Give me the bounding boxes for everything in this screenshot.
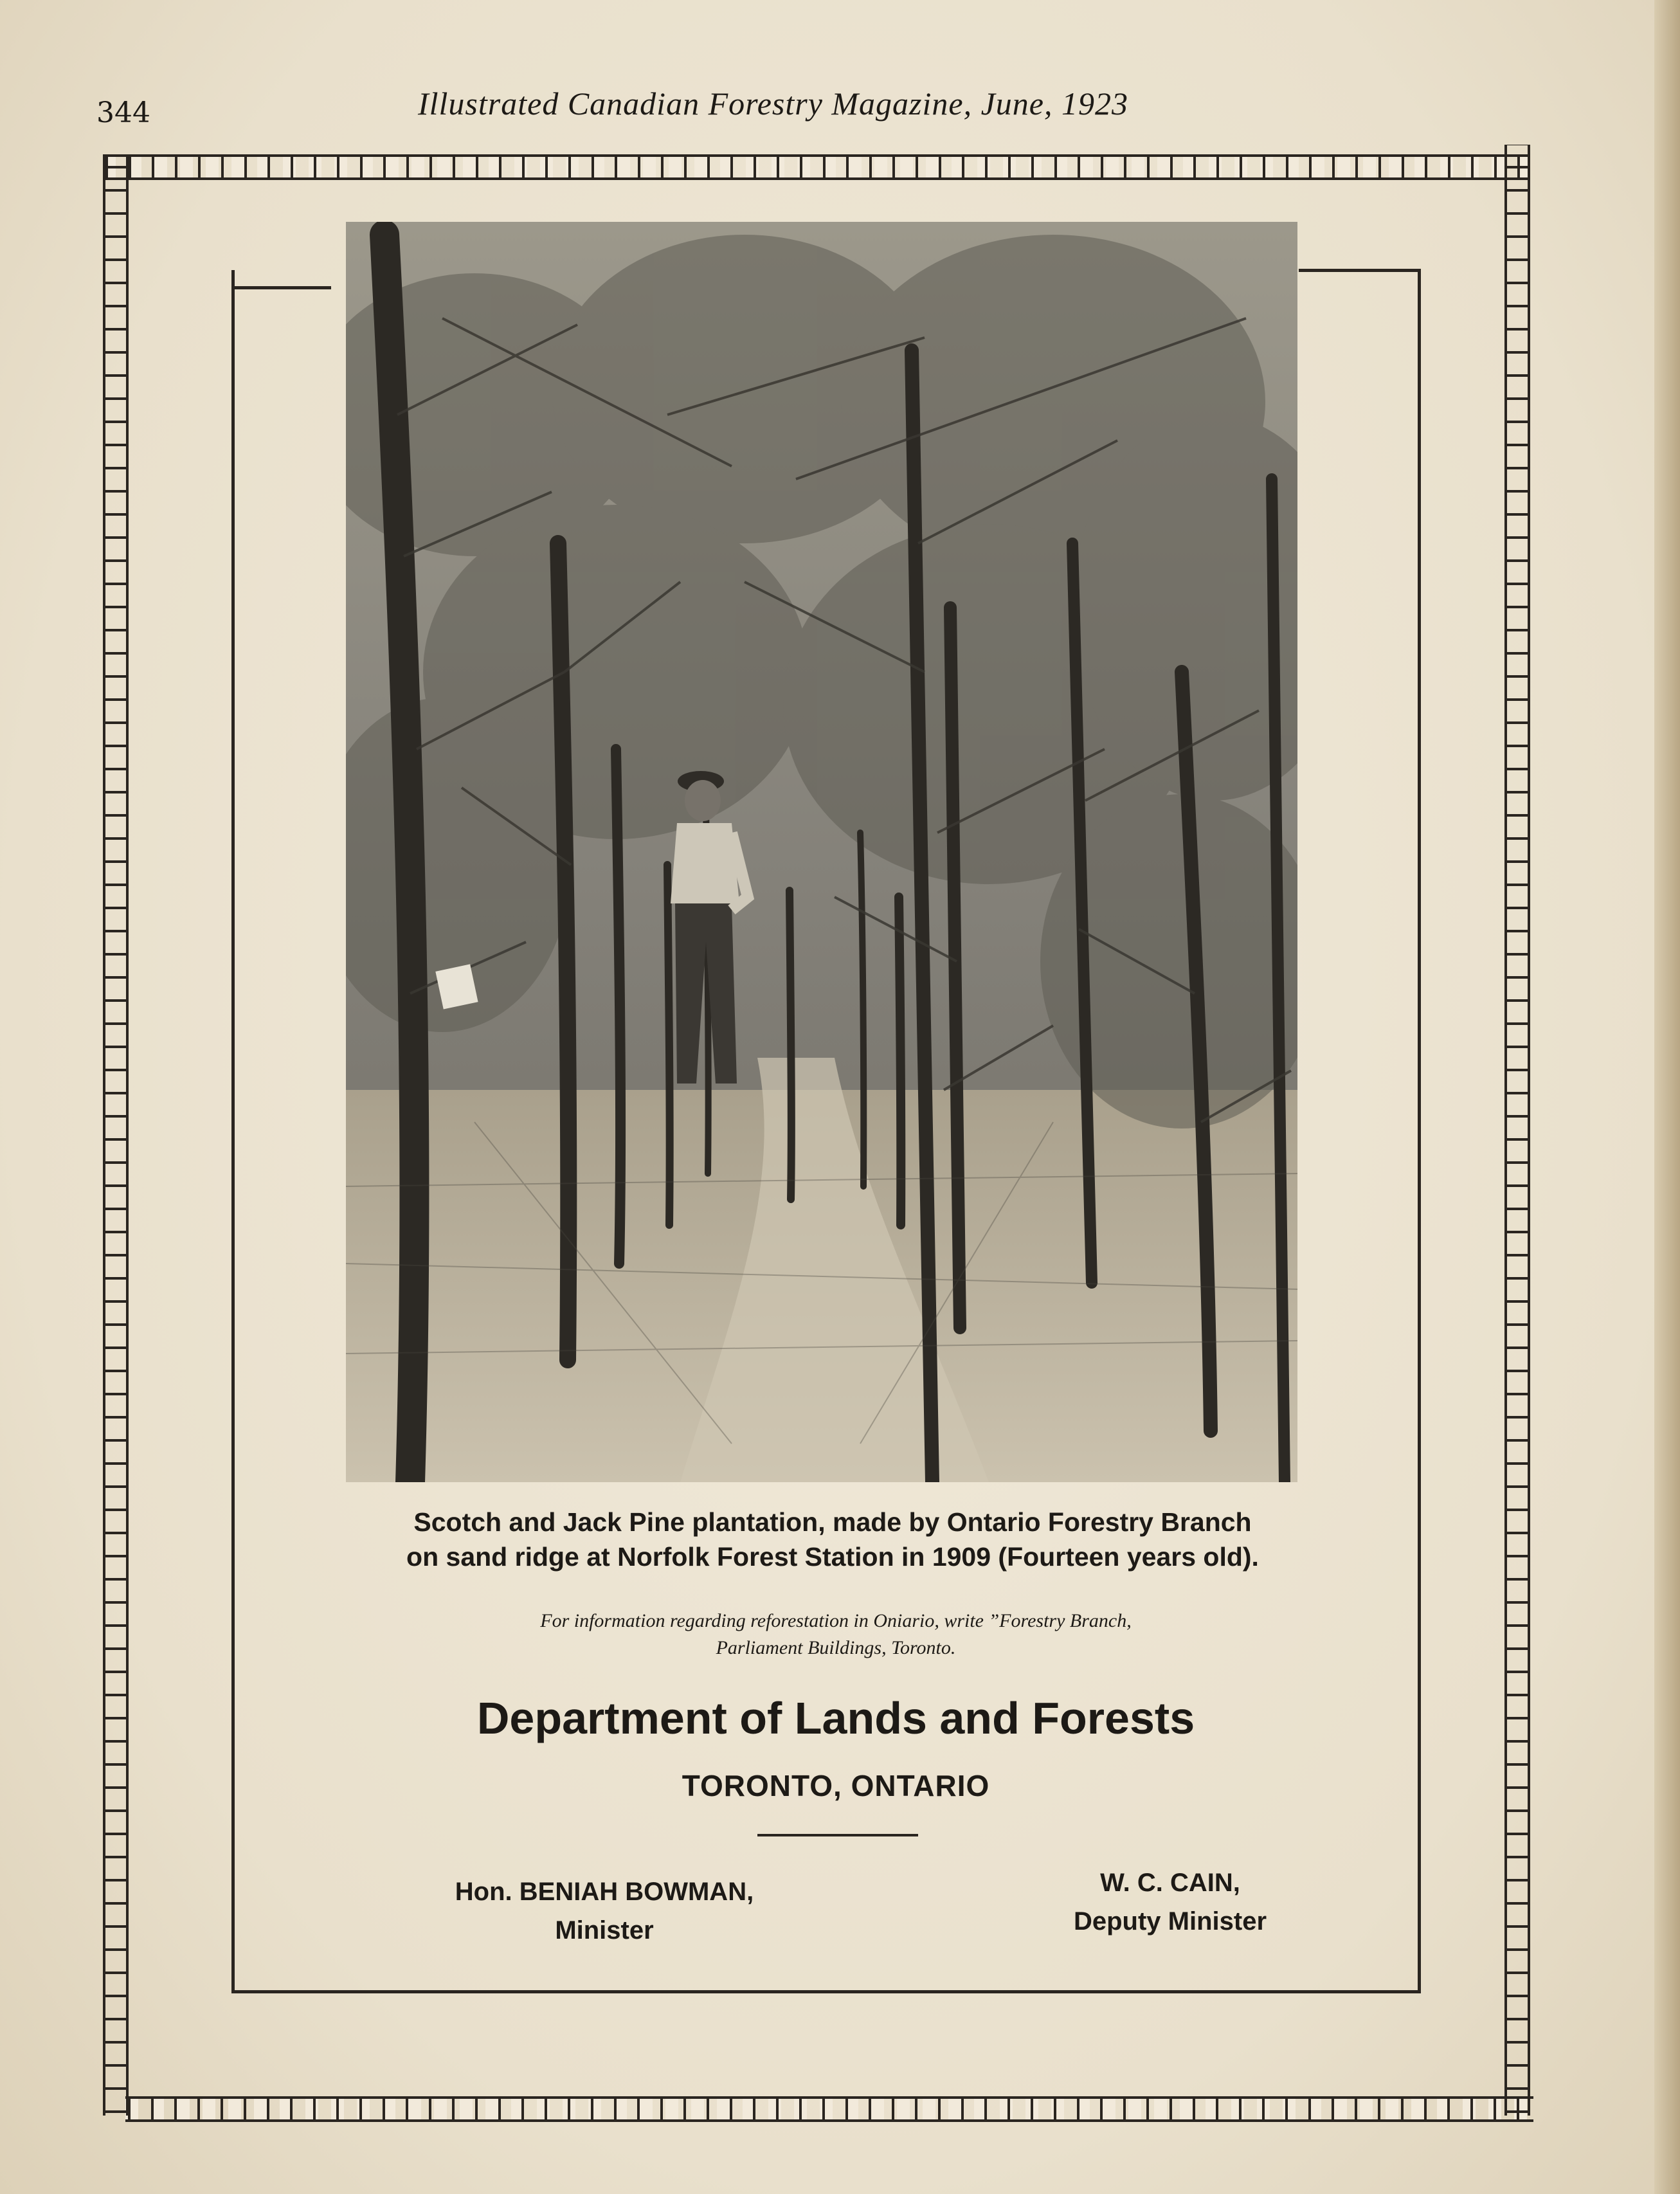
greek-key-border-top (103, 154, 1530, 180)
photo-caption (366, 1505, 1299, 1574)
reforestation-info-line-2: Parliament Buildings, Toronto. (716, 1637, 956, 1658)
greek-key-border-bottom (125, 2096, 1533, 2122)
deputy-minister-block (945, 1863, 1395, 1941)
minister-title: Minister (555, 1916, 654, 1945)
page-spine-edge (1654, 0, 1680, 2194)
minister-name: Hon. BENIAH BOWMAN, (455, 1878, 754, 1906)
pine-plantation-photo (346, 222, 1297, 1482)
greek-key-border-left (103, 154, 129, 2116)
department-location: TORONTO, ONTARIO (682, 1769, 990, 1802)
running-title: Illustrated Canadian Forestry Magazine, June, 1923 (418, 86, 1128, 122)
deputy-minister-name: W. C. CAIN, (1100, 1869, 1240, 1897)
photo-caption-line-1: Scotch and Jack Pine plantation, made by Ontario Forestry Branch (413, 1507, 1252, 1537)
department-name: Department of Lands and Forests (476, 1693, 1195, 1743)
minister-block (379, 1872, 829, 1950)
section-divider (757, 1834, 918, 1836)
page-number: 344 (96, 96, 150, 129)
deputy-minister-title: Deputy Minister (1073, 1907, 1267, 1936)
reforestation-info (418, 1608, 1254, 1662)
pine-plantation-illustration (346, 222, 1297, 1482)
reforestation-info-line-1: For information regarding reforestation in Oniario, write ”Forestry Branch, (540, 1610, 1132, 1631)
greek-key-border-right (1504, 145, 1530, 2116)
photo-caption-line-2: on sand ridge at Norfolk Forest Station in 1909 (Fourteen years old). (406, 1542, 1259, 1572)
